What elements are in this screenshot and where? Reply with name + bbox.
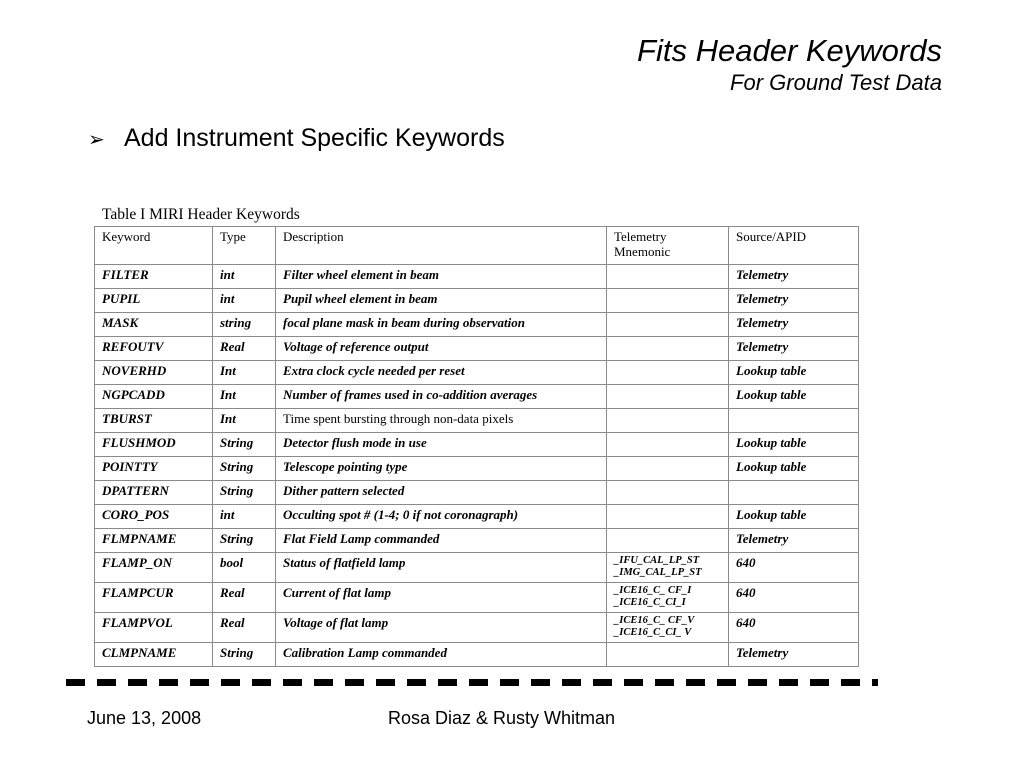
cell-keyword: FLAMPCUR — [95, 583, 213, 613]
page-title: Fits Header Keywords — [637, 33, 942, 68]
cell-source: Telemetry — [729, 337, 859, 361]
header-type: Type — [213, 227, 276, 265]
cell-telemetry — [607, 433, 729, 457]
cell-type: String — [213, 433, 276, 457]
table-row — [95, 337, 859, 361]
telemetry-mnemonic-1: _ICE16_C_ CF_V — [614, 615, 695, 626]
cell-keyword: FILTER — [95, 265, 213, 289]
telemetry-mnemonic-1: _IFU_CAL_LP_ST — [614, 555, 700, 566]
header-source: Source/APID — [729, 227, 859, 265]
table-row — [95, 505, 859, 529]
bullet-item — [88, 124, 505, 153]
cell-description: Voltage of reference output — [276, 337, 607, 361]
table-caption: Table I MIRI Header Keywords — [102, 206, 300, 223]
cell-telemetry — [607, 457, 729, 481]
cell-keyword: FLUSHMOD — [95, 433, 213, 457]
cell-description: Current of flat lamp — [276, 583, 607, 613]
cell-telemetry — [607, 553, 729, 583]
cell-source: Telemetry — [729, 643, 859, 667]
telemetry-mnemonic-2: _IMG_CAL_LP_ST — [614, 567, 702, 578]
table-row — [95, 289, 859, 313]
cell-description: Status of flatfield lamp — [276, 553, 607, 583]
cell-telemetry — [607, 289, 729, 313]
cell-keyword: DPATTERN — [95, 481, 213, 505]
cell-type: String — [213, 643, 276, 667]
cell-keyword: CLMPNAME — [95, 643, 213, 667]
cell-description: Detector flush mode in use — [276, 433, 607, 457]
bullet-text: Add Instrument Specific Keywords — [124, 124, 505, 152]
cell-description: Occulting spot # (1-4; 0 if not coronagraph) — [276, 505, 607, 529]
cell-keyword: FLAMP_ON — [95, 553, 213, 583]
dashed-divider — [66, 679, 878, 686]
cell-keyword: POINTTY — [95, 457, 213, 481]
table-row — [95, 361, 859, 385]
cell-telemetry — [607, 265, 729, 289]
cell-keyword: CORO_POS — [95, 505, 213, 529]
cell-keyword: NOVERHD — [95, 361, 213, 385]
cell-source: Telemetry — [729, 529, 859, 553]
table-row — [95, 613, 859, 643]
cell-type: Int — [213, 409, 276, 433]
header-keyword: Keyword — [95, 227, 213, 265]
table-row — [95, 553, 859, 583]
cell-telemetry — [607, 361, 729, 385]
cell-telemetry — [607, 385, 729, 409]
table-header-row — [95, 227, 859, 265]
table-row — [95, 433, 859, 457]
footer-authors: Rosa Diaz & Rusty Whitman — [388, 708, 616, 728]
cell-type: Int — [213, 361, 276, 385]
cell-type: String — [213, 481, 276, 505]
table-row — [95, 481, 859, 505]
cell-source: Lookup table — [729, 433, 859, 457]
cell-telemetry — [607, 337, 729, 361]
page-subtitle: For Ground Test Data — [730, 70, 942, 95]
cell-type: Int — [213, 385, 276, 409]
cell-description: Filter wheel element in beam — [276, 265, 607, 289]
cell-source: Telemetry — [729, 265, 859, 289]
cell-keyword: PUPIL — [95, 289, 213, 313]
cell-telemetry — [607, 583, 729, 613]
table-row — [95, 529, 859, 553]
header-description: Description — [276, 227, 607, 265]
table-body — [95, 265, 859, 667]
cell-description: Flat Field Lamp commanded — [276, 529, 607, 553]
cell-telemetry — [607, 643, 729, 667]
cell-source: Telemetry — [729, 289, 859, 313]
cell-type: int — [213, 289, 276, 313]
footer-date: June 13, 2008 — [87, 708, 202, 728]
cell-telemetry — [607, 481, 729, 505]
cell-source — [729, 481, 859, 505]
cell-type: Real — [213, 613, 276, 643]
cell-keyword: NGPCADD — [95, 385, 213, 409]
table-row — [95, 265, 859, 289]
cell-telemetry — [607, 613, 729, 643]
cell-type: string — [213, 313, 276, 337]
cell-description: Dither pattern selected — [276, 481, 607, 505]
cell-source — [729, 409, 859, 433]
cell-keyword: FLAMPVOL — [95, 613, 213, 643]
table-row — [95, 313, 859, 337]
cell-telemetry — [607, 409, 729, 433]
cell-source: Lookup table — [729, 361, 859, 385]
table-row — [95, 583, 859, 613]
cell-description: Extra clock cycle needed per reset — [276, 361, 607, 385]
cell-source: 640 — [729, 613, 859, 643]
telemetry-mnemonic-2: _ICE16_C_CI_I — [614, 597, 686, 608]
cell-type: int — [213, 265, 276, 289]
cell-description: Calibration Lamp commanded — [276, 643, 607, 667]
cell-telemetry — [607, 505, 729, 529]
cell-type: bool — [213, 553, 276, 583]
header-telemetry-mnemonic — [607, 227, 729, 265]
cell-description: Pupil wheel element in beam — [276, 289, 607, 313]
cell-description: focal plane mask in beam during observation — [276, 313, 607, 337]
header-telemetry-line2: Mnemonic — [614, 244, 671, 259]
table-row — [95, 643, 859, 667]
arrow-bullet-icon: ➢ — [88, 126, 105, 151]
cell-source: Lookup table — [729, 457, 859, 481]
title-block — [637, 32, 942, 96]
telemetry-mnemonic-2: _ICE16_C_CI_ V — [614, 627, 692, 638]
cell-source: Telemetry — [729, 313, 859, 337]
cell-keyword: REFOUTV — [95, 337, 213, 361]
cell-keyword: FLMPNAME — [95, 529, 213, 553]
telemetry-mnemonic-1: _ICE16_C_ CF_I — [614, 585, 692, 596]
cell-description: Time spent bursting through non-data pixels — [276, 409, 607, 433]
cell-type: String — [213, 529, 276, 553]
cell-source: Lookup table — [729, 505, 859, 529]
cell-keyword: TBURST — [95, 409, 213, 433]
cell-source: 640 — [729, 553, 859, 583]
cell-telemetry — [607, 529, 729, 553]
cell-description: Voltage of flat lamp — [276, 613, 607, 643]
header-telemetry-line1: Telemetry — [614, 229, 667, 244]
table-row — [95, 409, 859, 433]
cell-keyword: MASK — [95, 313, 213, 337]
cell-type: Real — [213, 583, 276, 613]
keywords-table — [94, 226, 859, 667]
cell-type: String — [213, 457, 276, 481]
cell-description: Number of frames used in co-addition averages — [276, 385, 607, 409]
cell-type: Real — [213, 337, 276, 361]
cell-type: int — [213, 505, 276, 529]
cell-source: 640 — [729, 583, 859, 613]
table-row — [95, 457, 859, 481]
cell-source: Lookup table — [729, 385, 859, 409]
table-row — [95, 385, 859, 409]
cell-description: Telescope pointing type — [276, 457, 607, 481]
cell-telemetry — [607, 313, 729, 337]
